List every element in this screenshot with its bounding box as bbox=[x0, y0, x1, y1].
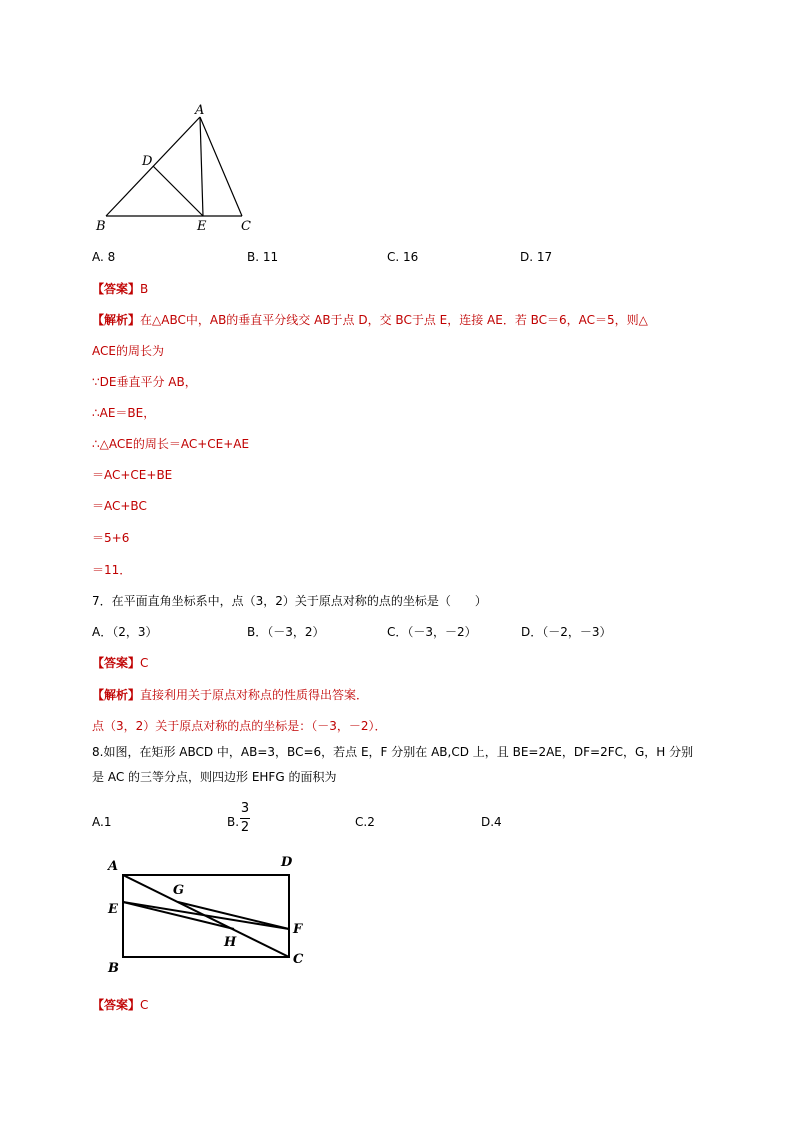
q7-option-d: D．（－2，－3） bbox=[521, 625, 612, 639]
rectangle-figure bbox=[100, 850, 315, 980]
q6-step-2: ∴AE＝BE， bbox=[92, 406, 156, 420]
q6-option-b: B. 11 bbox=[247, 250, 279, 264]
q8-question-line1: 8.如图，在矩形 ABCD 中，AB=3，BC=6，若点 E，F 分别在 AB,CD 上，且 BE=2AE，DF=2FC，G，H 分别 bbox=[92, 745, 694, 759]
q6-step-7: ＝11． bbox=[92, 563, 132, 577]
q8-question-line2: 是 AC 的三等分点，则四边形 EHFG 的面积为 bbox=[92, 770, 337, 784]
q8-option-b-fraction bbox=[240, 801, 250, 836]
label-e: E bbox=[108, 902, 118, 917]
q6-step-1: ∵DE垂直平分 AB， bbox=[92, 375, 197, 389]
q7-option-a: A．（2，3） bbox=[92, 625, 158, 639]
q7-analysis bbox=[92, 686, 368, 703]
q6-option-d: D. 17 bbox=[520, 250, 553, 264]
segment-ef bbox=[123, 902, 289, 929]
answer-tag: 【答案】 bbox=[92, 282, 141, 296]
analysis-tag: 【解析】 bbox=[92, 313, 141, 327]
fraction-numerator: 3 bbox=[240, 801, 250, 816]
q8-option-c: C.2 bbox=[355, 815, 375, 829]
analysis-text: 直接利用关于原点对称点的性质得出答案． bbox=[140, 688, 369, 702]
q6-answer bbox=[92, 280, 148, 297]
q7-answer bbox=[92, 654, 148, 671]
answer-value: C bbox=[140, 656, 149, 670]
q7-result: 点（3，2）关于原点对称的点的坐标是：（－3，－2）． bbox=[92, 719, 387, 733]
q8-option-b-prefix: B. bbox=[227, 815, 240, 829]
segment-eh bbox=[123, 902, 234, 929]
label-e: E bbox=[197, 219, 207, 234]
label-g: G bbox=[173, 883, 185, 898]
label-f: F bbox=[293, 922, 303, 937]
q6-step-4: ＝AC+CE+BE bbox=[92, 468, 173, 482]
segment-de bbox=[153, 166, 203, 216]
q7-option-c: C．（－3，－2） bbox=[387, 625, 477, 639]
q6-option-c: C. 16 bbox=[387, 250, 419, 264]
analysis-tag: 【解析】 bbox=[92, 688, 141, 702]
q6-analysis-cont: ACE的周长为 bbox=[92, 344, 164, 358]
fraction-denominator: 2 bbox=[240, 820, 250, 835]
label-c: C bbox=[241, 219, 251, 234]
triangle-figure bbox=[90, 100, 260, 235]
q8-option-a: A.1 bbox=[92, 815, 112, 829]
label-d: D bbox=[281, 855, 293, 870]
label-a: A bbox=[108, 859, 119, 874]
q6-step-5: ＝AC+BC bbox=[92, 499, 147, 513]
label-h: H bbox=[224, 935, 237, 950]
label-c: C bbox=[293, 952, 304, 967]
label-b: B bbox=[96, 219, 106, 234]
answer-tag: 【答案】 bbox=[92, 998, 141, 1012]
answer-value: C bbox=[140, 998, 149, 1012]
label-a: A bbox=[195, 103, 205, 118]
segment-ae bbox=[200, 117, 203, 216]
segment-gf bbox=[178, 902, 289, 929]
segment-ac bbox=[200, 117, 242, 216]
analysis-text: 在△ABC中，AB的垂直平分线交 AB于点 D，交 BC于点 E，连接 AE．若 BC＝6，AC＝5，则△ bbox=[140, 313, 648, 327]
q6-analysis bbox=[92, 311, 648, 328]
answer-value: B bbox=[140, 282, 149, 296]
label-b: B bbox=[108, 961, 119, 976]
q6-step-6: ＝5+6 bbox=[92, 531, 130, 545]
answer-tag: 【答案】 bbox=[92, 656, 141, 670]
q7-question: 7．在平面直角坐标系中，点（3，2）关于原点对称的点的坐标是（ ） bbox=[92, 594, 487, 608]
q8-option-d: D.4 bbox=[481, 815, 502, 829]
q8-answer bbox=[92, 996, 148, 1013]
q6-option-a: A. 8 bbox=[92, 250, 116, 264]
fraction-bar bbox=[240, 818, 250, 819]
q7-option-b: B．（－3，2） bbox=[247, 625, 325, 639]
q6-step-3: ∴△ACE的周长＝AC+CE+AE bbox=[92, 437, 250, 451]
label-d: D bbox=[142, 154, 153, 169]
